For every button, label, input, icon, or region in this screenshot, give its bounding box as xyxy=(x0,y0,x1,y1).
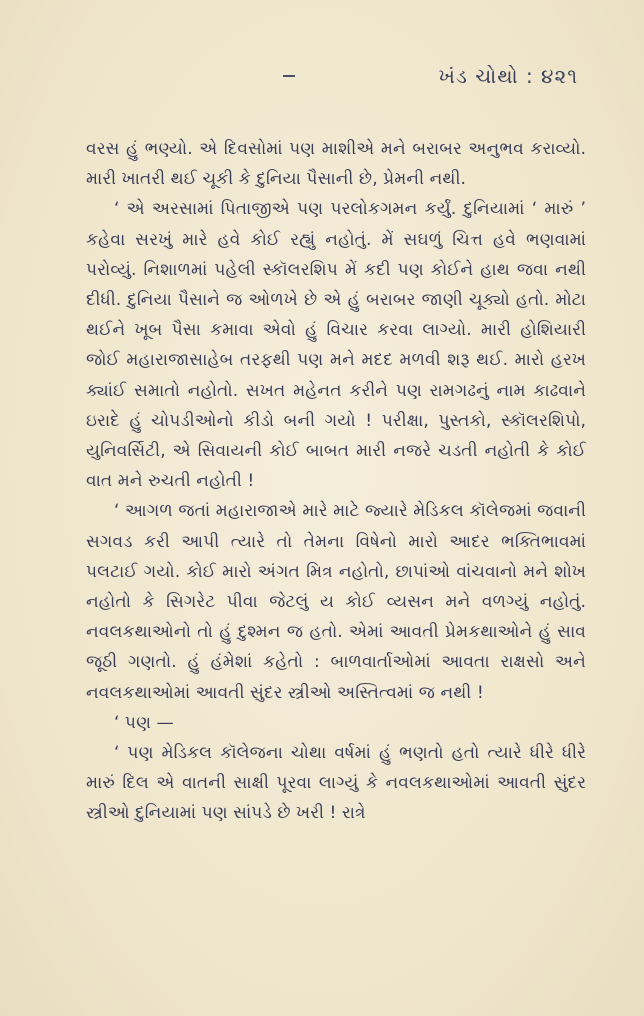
page-header xyxy=(0,58,644,94)
paragraph-2: ‘ એ અરસામાં પિતાજીએ પણ પરલોકગમન કર્યું. દુનિયામાં ‘ મારું ’ કહેવા સરખું મારે હવે કોઈ રહ્યું નહોતું. મેં સઘળું ચિત્ત હવે ભણવામાં પરોવ્યું. નિશાળમાં પહેલી સ્કૉલરશિપ મેં કદી પણ કોઈને હાથ જવા નથી દીધી. દુનિયા પૈસાને જ ઓળખે છે એ હું બરાબર જાણી ચૂક્યો હતો. મોટા થઈને ખૂબ પૈસા કમાવા એવો હું વિચાર કરવા લાગ્યો. મારી હોશિયારી જોઈ મહારાજાસાહેબ તરફથી પણ મને મદદ મળવી શરૂ થઈ. મારો હરખ ક્યાંઈ સમાતો નહોતો. સખત મહેનત કરીને પણ રામગઢનું નામ કાઢવાને ઇરાદે હું ચોપડીઓનો કીડો બની ગયો ! પરીક્ષા, પુસ્તકો, સ્કૉલરશિપો, યુનિવર્સિટી, એ સિવાયની કોઈ બાબત મારી નજરે ચડતી નહોતી કે કોઈ વાત મને રુચતી નહોતી ! xyxy=(86,199,586,492)
header-dash xyxy=(283,75,295,77)
paragraph-3: ‘ આગળ જતાં મહારાજાએ મારે માટે જ્યારે મેડિકલ કૉલેજમાં જવાની સગવડ કરી આપી ત્યારે તો તેમના વિષેનો મારો આદર ભક્તિભાવમાં પલટાઈ ગયો. કોઈ મારો અંગત મિત્ર નહોતો, છાપાંઓ વાંચવાનો મને શોખ નહોતો કે સિગરેટ પીવા જેટલું ય કોઈ વ્યસન મને વળગ્યું નહોતું. નવલકથાઓનો તો હું દુશ્મન જ હતો. એમાં આવતી પ્રેમકથાઓને હું સાવ જૂઠી ગણતો. હું હંમેશાં કહેતો : બાળવાર્તાઓમાં આવતા રાક્ષસો અને નવલકથાઓમાં આવતી સુંદર સ્ત્રીઓ અસ્તિત્વમાં જ નથી ! xyxy=(86,501,586,703)
paragraph-1: વરસ હું ભણ્યો. એ દિવસોમાં પણ માશીએ મને બરાબર અનુભવ કરાવ્યો. મારી ખાતરી થઈ ચૂકી કે દુનિયા પૈસાની છે, પ્રેમની નથી. xyxy=(86,139,586,190)
body-text xyxy=(86,134,586,829)
running-head: ખંડ ચોથો : ૪૨૧ xyxy=(438,64,578,88)
paragraph-5: ‘ પણ મેડિકલ કૉલેજના ચોથા વર્ષમાં હું ભણતો હતો ત્યારે ધીરે ધીરે મારું દિલ એ વાતની સાક્ષી પૂરવા લાગ્યું કે નવલકથાઓમાં આવતી સુંદર સ્ત્રીઓ દુનિયામાં પણ સાંપડે છે ખરી ! રાત્રે xyxy=(86,743,586,824)
paragraph-4: ‘ પણ — xyxy=(114,712,174,733)
